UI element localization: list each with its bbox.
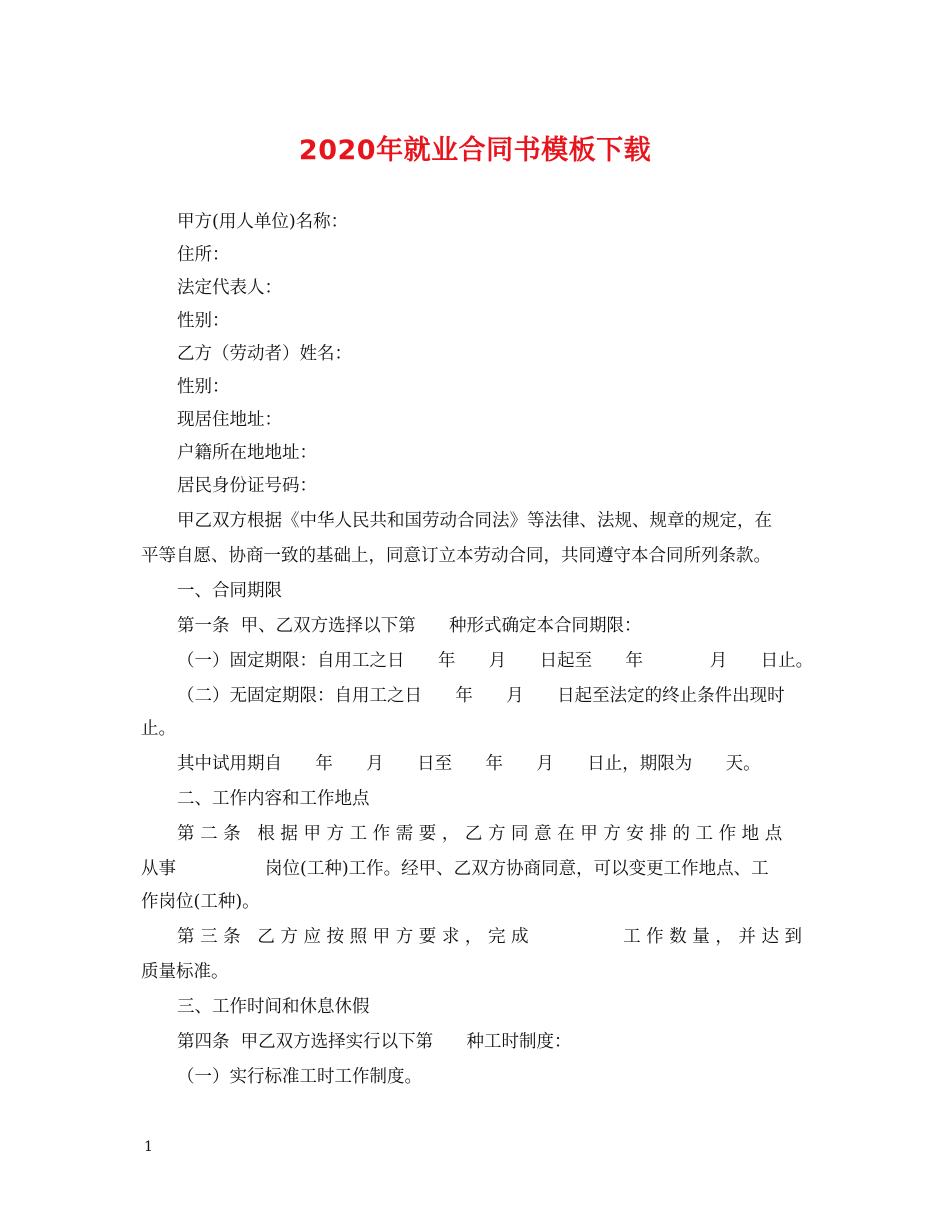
section-heading-term: 一、合同期限 — [177, 581, 282, 601]
article-2-line-1: 第 二 条 根 据 甲 方 工 作 需 要 ， 乙 方 同 意 在 甲 方 安 排 的 工 作 地 点 — [177, 824, 783, 844]
preamble-line-1: 甲乙双方根据《中华人民共和国劳动合同法》等法律、法规、规章的规定，在 — [177, 511, 772, 531]
current-address-line: 现居住地址： — [177, 410, 282, 430]
household-address-line: 户籍所在地地址： — [177, 443, 317, 463]
id-number-line: 居民身份证号码： — [177, 476, 317, 496]
party-b-gender-line: 性别： — [177, 377, 230, 397]
document-title: 2020年就业合同书模板下载 — [298, 135, 652, 166]
preamble-line-2: 平等自愿、协商一致的基础上，同意订立本劳动合同，共同遵守本合同所列条款。 — [141, 546, 771, 566]
article-3-line-2: 质量标准。 — [141, 962, 229, 982]
fixed-term-line: （一）固定期限：自用工之日 年 月 日起至 年 月 日止。 — [177, 651, 814, 671]
open-term-line: （二）无固定期限：自用工之日 年 月 日起至法定的终止条件出现时 — [177, 686, 785, 706]
article-3-line-1: 第 三 条 乙 方 应 按 照 甲 方 要 求 ， 完 成 工 作 数 量 ， 并 达 到 — [177, 927, 803, 947]
article-4-line: 第四条 甲乙双方选择实行以下第 种工时制度： — [177, 1032, 572, 1052]
probation-line: 其中试用期自 年 月 日至 年 月 日止，期限为 天。 — [177, 754, 761, 774]
article-1-line: 第一条 甲、乙双方选择以下第 种形式确定本合同期限： — [177, 616, 642, 636]
standard-hours-line: （一）实行标准工时工作制度。 — [177, 1067, 422, 1087]
section-heading-hours: 三、工作时间和休息休假 — [177, 997, 370, 1017]
page-number: 1 — [144, 1139, 153, 1155]
party-a-name-line: 甲方(用人单位)名称： — [177, 212, 349, 232]
article-2-line-3: 作岗位(工种)。 — [141, 892, 260, 912]
party-a-address-line: 住所： — [177, 245, 230, 265]
party-a-gender-line: 性别： — [177, 311, 230, 331]
article-2-line-2: 从事 岗位(工种)工作。经甲、乙双方协商同意，可以变更工作地点、工 — [141, 859, 769, 879]
legal-representative-line: 法定代表人： — [177, 278, 282, 298]
party-b-name-line: 乙方（劳动者）姓名： — [177, 344, 352, 364]
open-term-line-end: 止。 — [141, 719, 176, 739]
section-heading-work: 二、工作内容和工作地点 — [177, 789, 370, 809]
